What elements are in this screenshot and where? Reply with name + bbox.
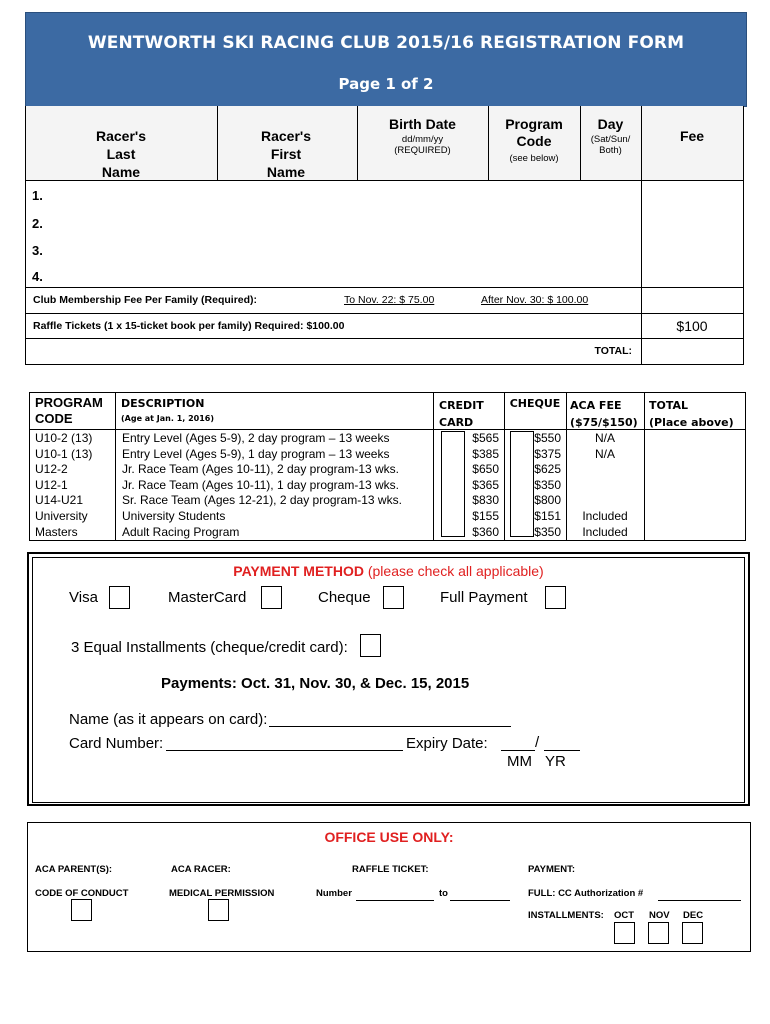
program-cheque-cell: $625: [534, 462, 561, 477]
payment-dates: Payments: Oct. 31, Nov. 30, & Dec. 15, 2015: [161, 675, 470, 692]
program-credit-cell: $360: [472, 524, 499, 539]
visa-label: Visa: [69, 589, 98, 606]
form-header: [25, 12, 747, 107]
h-total-line1: TOTAL: [649, 399, 689, 412]
card-number-line[interactable]: [166, 750, 403, 751]
program-aca-cell: Included: [582, 524, 628, 539]
program-credit-cell: $830: [472, 493, 499, 508]
cc-auth-line[interactable]: [658, 900, 741, 901]
program-desc-cell: Sr. Race Team (Ages 12-21), 2 day program-13 wks.: [122, 493, 402, 508]
program-aca-cell: N/A: [594, 446, 615, 461]
program-credit-cell: $565: [472, 431, 499, 445]
program-aca-cell: N/A: [594, 431, 615, 445]
credit-card-checkbox-column[interactable]: [441, 431, 465, 537]
membership-early-fee: To Nov. 22: $ 75.00: [344, 294, 435, 306]
program-cheque-cell: $550: [534, 431, 561, 445]
program-cheque-cell: $375: [534, 446, 561, 461]
number-to-line[interactable]: [450, 900, 510, 901]
office-medical: MEDICAL PERMISSION: [169, 888, 275, 899]
h-aca-line2: ($75/$150): [570, 416, 638, 429]
h-credit-line2: CARD: [439, 416, 474, 429]
number-from-line[interactable]: [356, 900, 434, 901]
h-cheque: CHEQUE: [509, 397, 561, 410]
col-last-line2: Last: [106, 146, 136, 162]
program-code-cell: U12-2: [35, 462, 68, 477]
membership-late-fee: After Nov. 30: $ 100.00: [481, 294, 589, 306]
col-program-sub: (see below): [509, 153, 559, 164]
form-title: WENTWORTH SKI RACING CLUB 2015/16 REGISTRATION FORM: [87, 33, 685, 53]
col-first-line1: Racer's: [260, 128, 312, 144]
office-use-section: [27, 822, 751, 952]
col-program-line2: Code: [516, 133, 552, 149]
h-total-line2: (Place above): [649, 416, 734, 429]
office-full: FULL: CC Authorization #: [528, 888, 644, 899]
office-conduct: CODE OF CONDUCT: [35, 888, 129, 899]
membership-label: Club Membership Fee Per Family (Required):: [33, 294, 258, 306]
oct-checkbox[interactable]: [614, 922, 635, 944]
office-raffle: RAFFLE TICKET:: [352, 864, 429, 875]
program-code-cell: U10-2 (13): [35, 431, 93, 445]
expiry-slash: /: [535, 734, 540, 751]
col-birth-format: dd/mm/yy: [401, 134, 444, 145]
program-desc-cell: Jr. Race Team (Ages 10-11), 1 day program-13 wks.: [122, 477, 400, 492]
raffle-label: Raffle Tickets (1 x 15-ticket book per family) Required: $100.00: [33, 320, 345, 332]
dec-checkbox[interactable]: [682, 922, 703, 944]
program-desc-cell: University Students: [122, 509, 226, 523]
h-code-line1: PROGRAM: [35, 395, 103, 410]
nov-checkbox[interactable]: [648, 922, 669, 944]
full-payment-label: Full Payment: [440, 589, 528, 606]
program-desc-cell: Entry Level (Ages 5-9), 2 day program – 13 weeks: [122, 431, 390, 445]
page-indicator: Page 1 of 2: [338, 75, 434, 93]
program-code-cell: University: [35, 509, 88, 523]
racer-row-1[interactable]: 1.: [32, 188, 43, 203]
installments-label: 3 Equal Installments (cheque/credit card):: [71, 639, 348, 656]
col-program-line1: Program: [505, 116, 563, 132]
program-cheque-cell: $800: [534, 493, 561, 508]
office-to: to: [439, 888, 448, 899]
program-desc-cell: Jr. Race Team (Ages 10-11), 2 day program-13 wks.: [122, 462, 400, 477]
program-cheque-cell: $151: [534, 509, 561, 523]
expiry-label: Expiry Date:: [406, 735, 488, 752]
raffle-fee: $100: [676, 318, 708, 334]
office-oct: OCT: [614, 910, 635, 921]
office-title: OFFICE USE ONLY:: [324, 829, 454, 845]
program-desc-cell: Entry Level (Ages 5-9), 1 day program – 13 weeks: [122, 446, 390, 461]
col-birth-date: [357, 116, 488, 156]
racer-row-3[interactable]: 3.: [32, 243, 43, 258]
h-description: [121, 397, 214, 423]
program-table: [29, 392, 746, 541]
col-last-line1: Racer's: [95, 128, 147, 144]
col-last-name: [76, 127, 166, 181]
h-program-code: [35, 395, 103, 427]
payment-title: [29, 563, 748, 579]
medical-checkbox[interactable]: [208, 899, 229, 921]
office-dec: DEC: [683, 910, 704, 921]
h-aca-line1: ACA FEE: [570, 399, 622, 412]
program-credit-cell: $650: [472, 462, 499, 477]
office-nov: NOV: [649, 910, 670, 921]
program-code-cell: Masters: [35, 524, 78, 539]
col-fee: Fee: [679, 128, 705, 144]
h-total: [649, 397, 734, 431]
payment-title-rest: (please check all applicable): [363, 563, 544, 579]
col-first-line3: Name: [266, 164, 306, 180]
card-name-line[interactable]: [269, 726, 511, 727]
full-payment-checkbox[interactable]: [545, 586, 566, 609]
visa-checkbox[interactable]: [109, 586, 130, 609]
program-code-cell: U10-1 (13): [35, 446, 93, 461]
h-code-line2: CODE: [35, 411, 73, 426]
office-payment: PAYMENT:: [528, 864, 575, 875]
h-aca-fee: [570, 397, 638, 431]
expiry-yr-label: YR: [545, 753, 566, 770]
h-desc-sub: (Age at Jan. 1, 2016): [121, 414, 214, 423]
racer-row-4[interactable]: 4.: [32, 269, 43, 284]
installments-checkbox[interactable]: [360, 634, 381, 657]
program-desc-cell: Adult Racing Program: [122, 524, 240, 539]
col-last-line3: Name: [101, 164, 141, 180]
col-first-name: [241, 127, 331, 181]
col-day-title: Day: [597, 116, 624, 132]
office-number: Number: [316, 888, 352, 899]
expiry-year-line[interactable]: [544, 750, 580, 751]
card-name-label: Name (as it appears on card):: [69, 711, 268, 728]
cheque-label: Cheque: [318, 589, 371, 606]
payment-title-bold: PAYMENT METHOD: [233, 563, 364, 579]
total-label: TOTAL:: [594, 345, 632, 357]
col-day: [580, 116, 641, 156]
col-day-sub2: Both): [599, 145, 622, 156]
program-credit-cell: $365: [472, 477, 499, 492]
col-first-line2: First: [270, 146, 302, 162]
office-installments: INSTALLMENTS:: [528, 910, 604, 921]
expiry-month-line[interactable]: [501, 750, 535, 751]
h-credit-line1: CREDIT: [439, 399, 484, 412]
cheque-checkbox[interactable]: [383, 586, 404, 609]
racer-table: [25, 106, 744, 365]
mastercard-checkbox[interactable]: [261, 586, 282, 609]
program-cheque-cell: $350: [534, 524, 561, 539]
program-cheque-cell: $350: [534, 477, 561, 492]
card-number-label: Card Number:: [69, 735, 164, 752]
h-desc-title: DESCRIPTION: [121, 397, 205, 410]
mastercard-label: MasterCard: [168, 589, 247, 606]
h-credit-card: [439, 397, 484, 431]
program-code-cell: U12-1: [35, 477, 68, 492]
program-aca-cell: Included: [582, 509, 628, 523]
payment-method-section: [27, 552, 750, 806]
col-birth-title: Birth Date: [389, 116, 456, 132]
program-credit-cell: $155: [472, 509, 499, 523]
racer-row-2[interactable]: 2.: [32, 216, 43, 231]
conduct-checkbox[interactable]: [71, 899, 92, 921]
office-aca-racer: ACA RACER:: [171, 864, 231, 875]
col-day-sub1: (Sat/Sun/: [590, 134, 631, 145]
program-credit-cell: $385: [472, 446, 499, 461]
col-program-code: [488, 116, 580, 167]
program-code-cell: U14-U21: [35, 493, 84, 508]
office-aca-parent: ACA PARENT(S):: [35, 864, 113, 875]
expiry-mm-label: MM: [507, 753, 532, 770]
col-birth-required: (REQUIRED): [394, 145, 451, 156]
